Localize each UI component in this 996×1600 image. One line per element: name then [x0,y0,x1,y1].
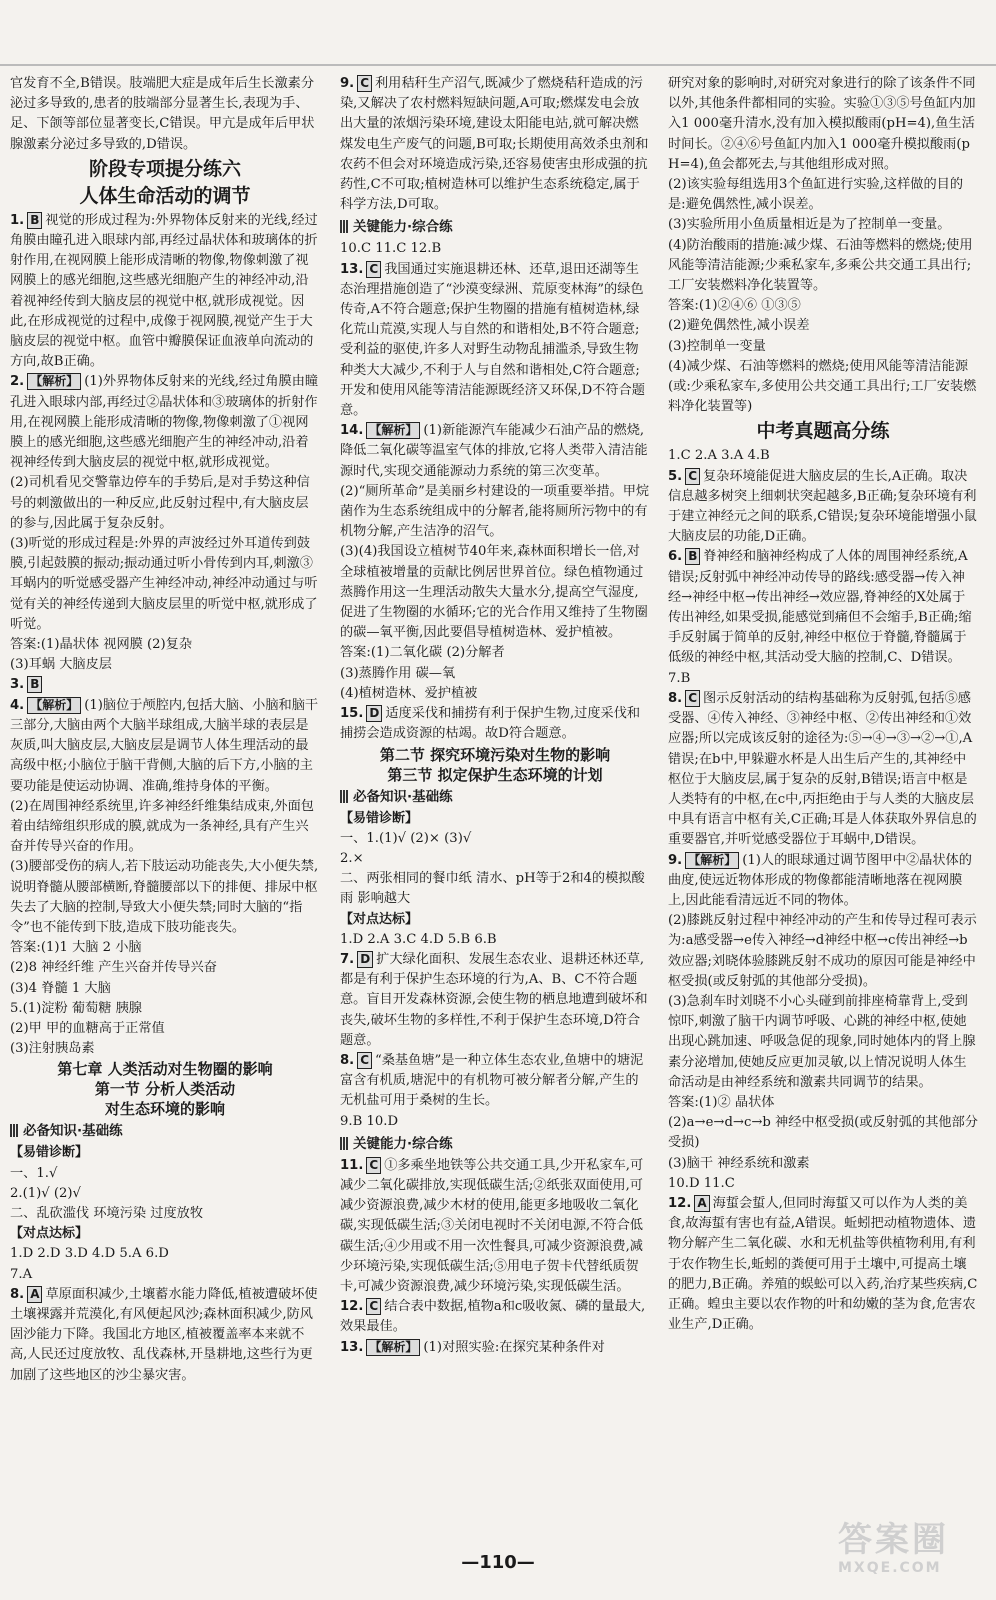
text: (1)人的眼球通过调节图甲中②晶状体的曲度,使远近物体形成的物像都能清晰地落在视网膜上,因此能看清远近不同的物体。 [668,852,972,908]
answer-paragraph [340,542,650,643]
answer-paragraph [340,482,650,543]
question-number: 11. [340,1157,364,1173]
answer-paragraph [10,1039,320,1059]
answer-paragraph [10,534,320,635]
answer-box: B [27,212,42,229]
answer-paragraph [340,1156,650,1297]
text: (1)新能源汽车能减少石油产品的燃烧,降低二氧化碳等温室气体的排放,它将人类带入清洁能源时代,实现交通能源动力系统的第三次变革。 [340,423,648,479]
question-number: 12. [340,1299,364,1315]
section-bar [340,787,650,807]
answer-paragraph [668,911,978,992]
answer-paragraph [340,684,650,704]
subsection-label [10,1143,320,1163]
column-left [10,74,320,1544]
answer-box: C [685,468,700,485]
answer-box: 【解析】 [366,1339,420,1356]
answer-box: C [357,75,372,92]
answer-paragraph [10,999,320,1019]
text: 【对点达标】 [340,911,419,927]
answer-paragraph [668,689,978,851]
answer-paragraph [668,446,978,466]
answer-paragraph [10,372,320,473]
text: 2.× [340,850,364,866]
answer-box: B [685,548,700,565]
text: (3)控制单一变量 [668,338,766,354]
watermark-url: MXQE.COM [838,1560,942,1576]
answer-paragraph [668,1194,978,1335]
answer-paragraph [668,175,978,215]
text: ①多乘坐地铁等公共交通工具,少开私家车,可减少二氧化碳排放,实现低碳生活;②纸张双面使用,可减少资源浪费,减少木材的使用,能更多地吸收二氧化碳,实现低碳生活;③关闭电视时不关闭电源,不符合低碳生活;④少用或不用一次性餐具,可减少资源浪费,减少环境污染,实现低碳生活;⑤用电子贺卡代替纸质贺卡,可减少资源浪费,减少环境污染,实现低碳生活。 [340,1157,644,1294]
text: 一、1.(1)√ (2)× (3)√ [340,830,472,846]
answer-paragraph [668,316,978,336]
answer-paragraph [340,260,650,422]
text: 脊神经和脑神经构成了人体的周围神经系统,A错误;反射弧中神经冲动传导的路线:感受器→传入神经→神经中枢→传出神经→效应器,脊神经的X处属于传出神经,如果受损,能感觉到痛但不会缩手,B正确;缩手反射属于简单的反射,神经中枢位于脊髓,脊髓属于低级的神经中枢,其活动受大脑的控制,C、D错误。 [668,549,972,666]
answer-paragraph [10,1164,320,1184]
text: 中考真题高分练 [756,420,890,443]
text: (3)急刹车时刘晓不小心头碰到前排座椅靠背上,受到惊吓,刺激了脑干内调节呼吸、心跳的神经中枢,使她出现心跳加速、呼吸急促的现象,同时她体内的肾上腺素分泌增加,使她反应更加灵敏,以上情况说明人体生命活动是由神经系统和激素共同调节的结果。 [668,993,976,1090]
text: 关键能力·综合练 [353,219,453,236]
answer-paragraph [668,851,978,912]
answer-paragraph [10,1265,320,1285]
question-number: 2. [10,374,25,390]
question-number: 6. [668,549,683,565]
answer-box: B [27,676,42,693]
text: (3)实验所用小鱼质量相近是为了控制单一变量。 [668,217,951,233]
answer-paragraph [668,296,978,316]
answer-paragraph [668,215,978,235]
chapter-title [10,1100,320,1119]
text: (3)耳蜗 大脑皮层 [10,657,112,673]
section-title [10,157,320,182]
answer-paragraph [668,1154,978,1174]
answer-paragraph [10,473,320,534]
answer-paragraph [340,950,650,1051]
answer-paragraph [340,239,650,259]
answer-paragraph [10,938,320,958]
answer-paragraph [668,547,978,668]
answer-paragraph [10,1244,320,1264]
answer-paragraph [668,1113,978,1153]
answer-paragraph [340,1051,650,1112]
text: 2.(1)√ (2)√ [10,1185,81,1201]
answer-paragraph [10,958,320,978]
answer-paragraph [10,74,320,155]
text: 阶段专项提分练六 [88,157,241,180]
answer-paragraph [668,669,978,689]
answer-box: 【解析】 [27,373,81,390]
text: 第一节 分析人类活动 [94,1080,236,1099]
text: 答案:(1)② 晶状体 [668,1094,775,1110]
answer-paragraph [668,357,978,418]
text: (2)“厕所革命”是美丽乡村建设的一项重要举措。甲烷菌作为生态系统组成中的分解者,能将厕所污物中的有机物分解,产生洁净的沼气。 [340,483,650,540]
text: (3)脑干 神经系统和激素 [668,1155,810,1171]
text: (1)外界物体反射来的光线,经过角膜由瞳孔进入眼球内部,再经过②晶状体和③玻璃体的折射作用,在视网膜上能形成清晰的物像,物像刺激了①视网膜上的感光细胞,这些感光细胞产生的神经冲动,沿着视神经传到大脑皮层的视觉中枢,就形成视觉。 [10,374,319,471]
text: 答案:(1)二氧化碳 (2)分解者 [340,645,505,661]
text: 图示反射活动的结构基础称为反射弧,包括⑤感受器、④传入神经、③神经中枢、②传出神经和①效应器;所以完成该反射的途径为:⑤→④→③→②→①,A错误;在b中,甲躲避水杯是人出生后产生的,其神经中枢位于大脑皮层,属于复杂的反射,B错误;语言中枢是人类特有的中枢,在c中,丙拒绝由于与人类的大脑皮层中具有语言中枢有关,C正确;耳是人体获取外界信息的重要器官,并听觉感受器位于耳蜗中,D错误。 [668,690,977,848]
chapter-title [10,1080,320,1099]
answer-paragraph [340,1297,650,1337]
text: 一、1.√ [10,1165,58,1181]
text: (2)膝跳反射过程中神经冲动的产生和传导过程可表示为:a感受器→e传入神经→d神经中枢→c传出神经→b效应器;刘晓体验膝跳反射不成功的原因可能是神经中枢受损(或反射弧的其他部分受损)。 [668,913,977,989]
text: 【对点达标】 [10,1226,89,1242]
text: 结合表中数据,植物a和c吸收氮、磷的量最大,效果最佳。 [340,1299,646,1335]
question-number: 9. [340,76,355,91]
text: 答案:(1)晶状体 视网膜 (2)复杂 [10,637,193,653]
question-number: 5. [668,468,683,484]
column-middle [340,74,650,1544]
section-title [668,419,978,444]
text: 答案:(1)②④⑥ ①③⑤ [668,298,801,314]
answer-paragraph [10,1184,320,1204]
answer-paragraph [340,869,650,909]
answer-paragraph [10,655,320,675]
text: 官发育不全,B错误。肢端肥大症是成年后生长激素分泌过多导致的,患者的肢端部分显著生长,表现为手、足、下颌等部位显著变长,C错误。甲亢是成年后甲状腺激素分泌过多导致的,D错误。 [10,76,315,152]
text: 二、乱砍滥伐 环境污染 过度放牧 [10,1205,204,1221]
text: 5.(1)淀粉 葡萄糖 胰腺 [10,1000,142,1016]
text: 【易错诊断】 [10,1145,89,1161]
answer-paragraph [340,1112,650,1132]
text: 研究对象的影响时,对研究对象进行的除了该条件不同以外,其他条件都相同的实验。实验①③⑤号鱼缸内加入1 000毫升清水,没有加入模拟酸雨(pH=4),鱼生活时间长。②④⑥号鱼缸内加入1 000毫升模拟酸雨(pH=4),鱼会都死去,与其他组形成对照。 [668,76,976,172]
text: 海蜇会蜇人,但同时海蜇又可以作为人类的美食,故海蜇有害也有益,A错误。蚯蚓把动植物遗体、遗物分解产生二氧化碳、水和无机盐等供植物利用,有利于农作物生长,蚯蚓的粪便可用于土壤中,可提高土壤的肥力,B正确。养殖的蜈蚣可以入药,治疗某些疾病,C正确。蝗虫主要以农作物的叶和幼嫩的茎为食,危害农业生产,D正确。 [668,1195,978,1333]
text: 扩大绿化面积、发展生态农业、退耕还林还草,都是有利于保护生态环境的行为,A、B、C不符合题意。盲目开发森林资源,会使生物的栖息地遭到破坏和丧失,破坏生物的多样性,不利于保护生态环境,D符合题意。 [340,951,648,1048]
text: (3)听觉的形成过程是:外界的声波经过外耳道传到鼓膜,引起鼓膜的振动;振动通过听小骨传到内耳,刺激③耳蜗内的听觉感受器产生神经冲动,神经冲动通过与听觉有关的神经传递到大脑皮层里的听觉中枢,就形成了听觉。 [10,536,318,632]
text: 关键能力·综合练 [353,1135,453,1152]
text: 1.D 2.D 3.D 4.D 5.A 6.D [10,1246,169,1262]
text: 对生态环境的影响 [104,1100,225,1119]
answer-box: D [357,951,373,968]
question-number: 1. [10,212,25,228]
answer-paragraph [668,236,978,297]
page-number: —110— [461,1552,535,1573]
answer-paragraph [668,337,978,357]
text: (3)蒸腾作用 碳—氧 [340,665,456,681]
text: (2)司机看见交警靠边停车的手势后,是对手势这种信号的刺激做出的一种反应,此反射过程中,有大脑皮层的参与,因此属于复杂反射。 [10,475,310,531]
answer-paragraph [10,1285,320,1386]
answer-paragraph [10,675,320,695]
text: (3)注射胰岛素 [10,1041,95,1057]
column-right [668,74,978,1544]
answer-box: C [366,1157,381,1174]
answer-paragraph [668,1093,978,1113]
answer-paragraph [340,829,650,849]
answer-box: 【解析】 [366,422,420,439]
answer-paragraph [340,643,650,663]
question-number: 13. [340,1339,364,1355]
answer-box: C [366,1298,381,1315]
subsection-label [340,910,650,930]
text: (4)植树造林、爱护植被 [340,685,478,701]
answer-paragraph [10,1204,320,1224]
text: 第三节 拟定保护生态环境的计划 [387,765,603,784]
question-number: 15. [340,706,364,722]
answer-paragraph [340,849,650,869]
text: 第七章 人类活动对生物圈的影响 [57,1060,273,1079]
question-number: 7. [340,951,355,967]
text: 答案:(1)1 大脑 2 小脑 [10,940,142,956]
text: (1)脑位于颅腔内,包括大脑、小脑和脑干三部分,大脑由两个大脑半球组成,大脑半球的表层是灰质,叫大脑皮层,大脑皮层是调节人体生理活动的最高级中枢;小脑位于脑干背侧,大脑的后下方,小脑的主要功能是使运动协调、准确,维持身体的平衡。 [10,697,319,794]
text: 9.B 10.D [340,1113,399,1129]
section-bar [340,217,650,237]
answer-box: 【解析】 [27,697,81,714]
text: 必备知识·基础练 [353,788,453,805]
text: (2)a→e→d→c→b 神经中枢受损(或反射弧的其他部分受损) [668,1115,978,1151]
answer-box: C [685,690,700,707]
text: (3)腰部受伤的病人,若下肢运动功能丧失,大小便失禁,说明脊髓从腰部横断,脊髓腰部以下的排便、排尿中枢失去了大脑的控制,导致大小便失禁;同时大脑的“指令”也不能传到下肢,造成下肢功能丧失。 [10,859,319,935]
answer-paragraph [10,797,320,858]
text: (3)4 脊髓 1 大脑 [10,980,111,996]
text: 视觉的形成过程为:外界物体反射来的光线,经过角膜由瞳孔进入眼球内部,再经过晶状体和玻璃体的折射作用,在视网膜上能形成清晰的物像,物像刺激了视网膜上的感光细胞,这些感光细胞产生的神经冲动,沿着视神经传到大脑皮层的视觉中枢,就形成视觉。因此,在形成视觉的过程中,成像于视网膜,视觉产生于大脑皮层的视觉中枢。血管中瓣膜保证血液单向流动的方向,故B正确。 [10,212,318,370]
text: 复杂环境能促进大脑皮层的生长,A正确。取决信息越多树突上细刺状突起越多,B正确;复杂环境有利于建立神经元之间的联系,C错误;复杂环境能增强小鼠大脑皮层的功能,D正确。 [668,468,977,545]
text: 第二节 探究环境污染对生物的影响 [379,745,611,764]
text: (2)甲 甲的血糖高于正常值 [10,1020,165,1036]
text: 二、两张相同的餐巾纸 清水、pH等于2和4的模拟酸雨 影响越大 [340,871,645,907]
question-number: 9. [668,852,683,868]
text: 10.D 11.C [668,1175,735,1191]
chapter-title [340,766,650,785]
answer-paragraph [10,1019,320,1039]
answer-paragraph [340,421,650,482]
question-number: 8. [340,1052,355,1068]
answer-box: 【解析】 [685,852,739,869]
text: 7.A [10,1266,33,1282]
answer-paragraph [10,211,320,373]
answer-paragraph [10,979,320,999]
text: (2)该实验每组选用3个鱼缸进行实验,这样做的目的是:避免偶然性,减小误差。 [668,177,964,213]
subsection-label [340,809,650,829]
answer-paragraph [10,696,320,797]
answer-box: D [366,705,382,722]
answer-paragraph [668,467,978,548]
text: 1.C 2.A 3.A 4.B [668,448,770,464]
answer-paragraph [668,992,978,1093]
section-bar [10,1121,320,1141]
text: 1.D 2.A 3.C 4.D 5.B 6.B [340,931,497,947]
text: (2)在周围神经系统里,许多神经纤维集结成束,外面包着由结缔组织形成的膜,就成为一条神经,具有产生兴奋并传导兴奋的作用。 [10,798,314,855]
text: (3)(4)我国设立植树节40年来,森林面积增长一倍,对全球植被增量的贡献比例居世界首位。绿色植物通过蒸腾作用这一生理活动散失大量水分,提高空气湿度,促进了生物圈的水循环;它的光合作用又维持了生物圈的碳—氧平衡,因此要倡导植树造林、爱护植被。 [340,544,648,641]
text: 必备知识·基础练 [23,1123,123,1140]
watermark-logo [838,1520,978,1590]
section-title [10,184,320,209]
chapter-title [340,746,650,765]
question-number: 13. [340,261,364,277]
answer-box: A [694,1195,709,1212]
subsection-label [10,1224,320,1244]
text: 10.C 11.C 12.B [340,241,442,257]
top-divider [0,64,996,66]
answer-paragraph [10,635,320,655]
text: 【易错诊断】 [340,810,419,826]
text: 我国通过实施退耕还林、还草,退田还湖等生态治理措施创造了“沙漠变绿洲、荒原变林海”的绿色传奇,A不符合题意;保护生物圈的措施有植树造林,绿化荒山荒漠,实现人与自然的和谐相处,B不符合题意;受利益的驱使,许多人对野生动物乱捕滥杀,导致生物种类大大减少,不利于人与自然和谐相处,C符合题意;开发和使用风能等清洁能源既经济又环保,D不符合题意。 [340,261,645,419]
answer-paragraph [668,1174,978,1194]
answer-box: C [357,1052,372,1069]
answer-box: A [27,1286,42,1303]
text: (2)8 神经纤维 产生兴奋并传导兴奋 [10,960,217,976]
question-number: 12. [668,1195,692,1211]
question-number: 8. [10,1286,25,1302]
answer-paragraph [340,930,650,950]
question-number: 3. [10,677,25,693]
text: (4)防治酸雨的措施:减少煤、石油等燃料的燃烧;使用风能等清洁能源;少乘私家车,多乘公共交通工具出行;工厂安装燃料净化装置等。 [668,237,973,294]
answer-paragraph [340,704,650,744]
question-number: 14. [340,423,364,439]
question-number: 4. [10,697,25,713]
answer-paragraph [340,664,650,684]
text: 草原面积减少,土壤蓄水能力降低,植被遭破坏使土壤裸露并荒漠化,有风便起风沙;森林面积减少,防风固沙能力下降。我国北方地区,植被覆盖率本来就不高,人民还过度放牧、乱伐森林,开垦耕地,这些行为更加剧了这些地区的沙尘暴灾害。 [10,1286,318,1383]
watermark-text: 答案圈 [838,1520,949,1560]
answer-paragraph [10,857,320,938]
text: (1)对照实验:在探究某种条件对 [423,1339,605,1355]
answer-paragraph [668,74,978,175]
text: 利用秸秆生产沼气,既减少了燃烧秸秆造成的污染,又解决了农村燃料短缺问题,A可取;燃煤发电会放出大量的浓烟污染环境,建设太阳能电站,就可解决燃煤发电生产废气的问题,B可取;长期使用高效杀虫剂和农药不但会对环境造成污染,还容易使害虫形成强的抗药性,C不可取;植树造林可以维护生态系统稳定,属于科学方法,D可取。 [340,76,649,213]
text: 7.B [668,670,691,686]
section-bar [340,1134,650,1154]
answer-paragraph [340,1338,650,1358]
question-number: 8. [668,690,683,706]
text: (2)避免偶然性,减小误差 [668,318,810,334]
text: 人体生命活动的调节 [79,184,251,207]
chapter-title [10,1060,320,1079]
text: (4)减少煤、石油等燃料的燃烧;使用风能等清洁能源(或:少乘私家车,多使用公共交通工具出行;工厂安装燃料净化装置等) [668,358,977,415]
answer-box: C [366,261,381,278]
text: 适度采伐和捕捞有利于保护生物,过度采伐和捕捞会造成资源的枯竭。故D符合题意。 [340,706,641,742]
answer-paragraph [340,74,650,215]
text: “桑基鱼塘”是一种立体生态农业,鱼塘中的塘泥富含有机质,塘泥中的有机物可被分解者分解,产生的无机盐可用于桑树的生长。 [340,1052,644,1109]
